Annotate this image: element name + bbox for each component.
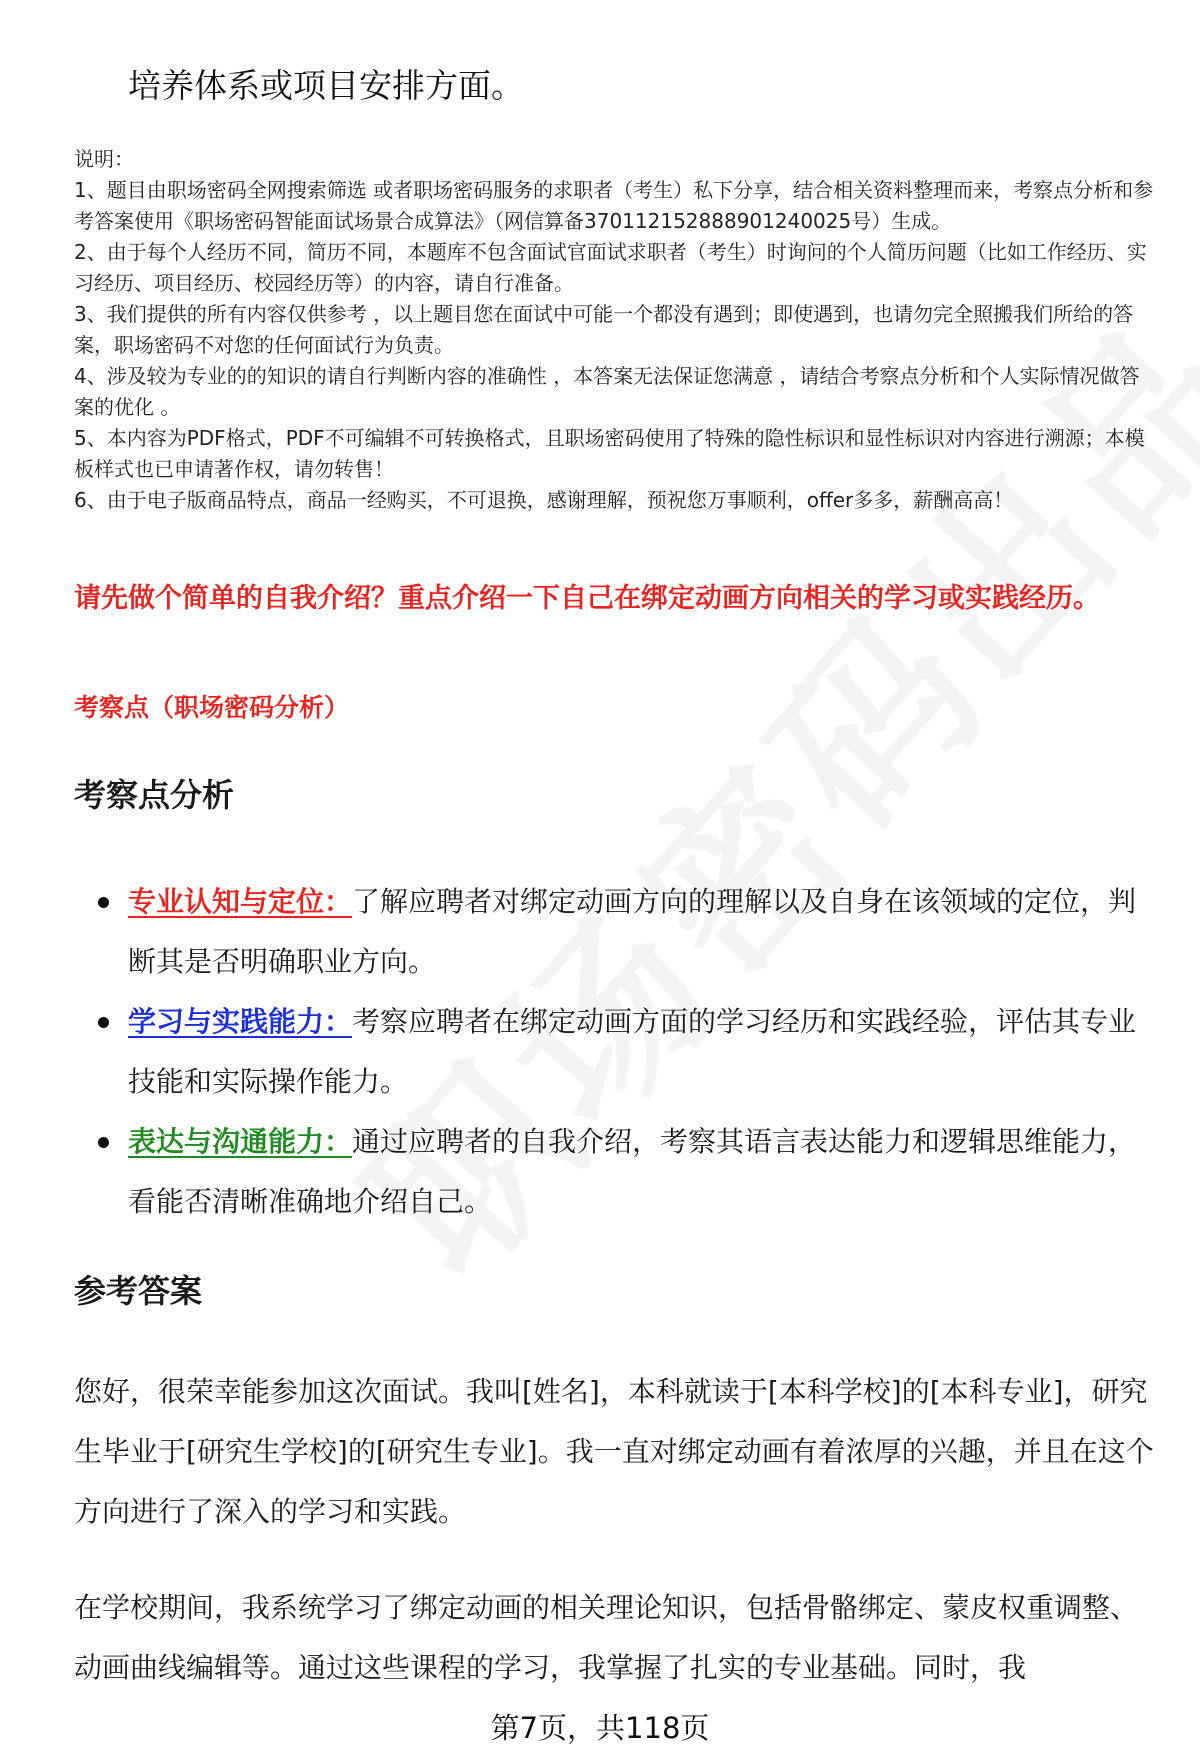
bullet-icon [98, 1017, 109, 1028]
analysis-keyword: 专业认知与定位： [128, 885, 353, 918]
note-item: 2、由于每个人经历不同，简历不同，本题库不包含面试官面试求职者（考生）时询问的个人简历问题（比如工作经历、实习经历、项目经历、校园经历等）的内容，请自行准备。 [74, 240, 1147, 295]
notes-block [74, 144, 1156, 516]
note-item: 6、由于电子版商品特点，商品一经购买，不可退换，感谢理解，预祝您万事顺利，offer多多，薪酬高高！ [74, 488, 1014, 512]
analysis-keyword: 表达与沟通能力： [128, 1125, 353, 1158]
interview-question: 请先做个简单的自我介绍？重点介绍一下自己在绑定动画方向相关的学习或实践经历。 [74, 583, 1100, 614]
note-item: 3、我们提供的所有内容仅供参考 ，以上题目您在面试中可能一个都没有遇到；即使遇到，也请勿完全照搬我们所给的答案，职场密码不对您的任何面试行为负责。 [74, 302, 1134, 357]
analysis-heading: 考察点分析 [74, 776, 235, 814]
note-item: 4、涉及较为专业的的知识的请自行判断内容的准确性 ，本答案无法保证您满意 ，请结合考察点分析和个人实际情况做答案的优化 。 [74, 364, 1140, 419]
analysis-keyword: 学习与实践能力： [128, 1005, 353, 1038]
note-item: 1、题目由职场密码全网搜索筛选 或者职场密码服务的求职者（考生）私下分享，结合相关资料整理而来，考察点分析和参考答案使用《职场密码智能面试场景合成算法》（网信算备370112152888901240025号）生成。 [74, 178, 1154, 233]
note-item: 5、本内容为PDF格式，PDF不可编辑不可转换格式，且职场密码使用了特殊的隐性标识和显性标识对内容进行溯源；本模板样式也已申请著作权，请勿转售！ [74, 426, 1145, 481]
answer-paragraph: 您好，很荣幸能参加这次面试。我叫[姓名]，本科就读于[本科学校]的[本科专业]，研究生毕业于[研究生学校]的[研究生专业]。我一直对绑定动画有着浓厚的兴趣，并且在这个方向进行了深入的学习和实践。 [74, 1375, 1154, 1528]
analysis-text: 了解应聘者对绑定动画方向的理解以及自身在该领域的定位，判断其是否明确职业方向。 [128, 885, 1137, 978]
analysis-list [94, 872, 1154, 1232]
answer-paragraph: 在学校期间，我系统学习了绑定动画的相关理论知识，包括骨骼绑定、蒙皮权重调整、动画曲线编辑等。通过这些课程的学习，我掌握了扎实的专业基础。同时，我 [74, 1591, 1139, 1684]
answer-heading: 参考答案 [74, 1272, 203, 1310]
notes-label: 说明： [74, 147, 134, 171]
bullet-icon [98, 1137, 109, 1148]
lead-line: 培养体系或项目安排方面。 [128, 66, 524, 105]
page-footer: 第7页，共118页 [490, 1711, 710, 1745]
analysis-item [94, 992, 1154, 1112]
analysis-text: 通过应聘者的自我介绍，考察其语言表达能力和逻辑思维能力，看能否清晰准确地介绍自己。 [128, 1125, 1137, 1218]
bullet-icon [98, 897, 109, 908]
analysis-item [94, 872, 1154, 992]
exam-point-label: 考察点（职场密码分析） [74, 693, 350, 722]
analysis-item [94, 1112, 1154, 1232]
analysis-text: 考察应聘者在绑定动画方面的学习经历和实践经验，评估其专业技能和实际操作能力。 [128, 1005, 1137, 1098]
